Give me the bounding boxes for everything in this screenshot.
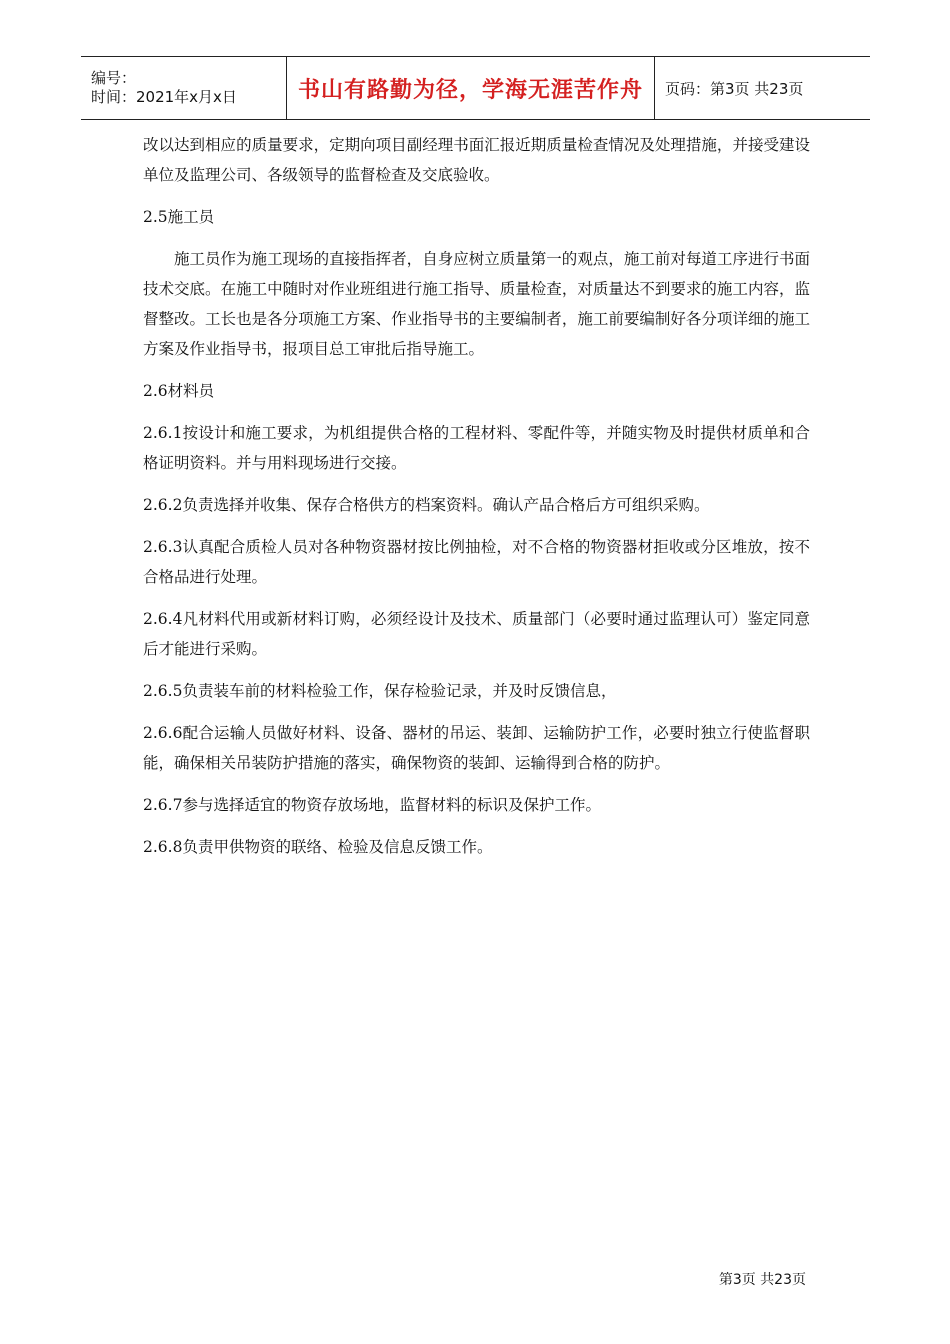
document-date-label: 时间：2021年x月x日 bbox=[91, 88, 237, 106]
document-number-label: 编号： bbox=[91, 69, 137, 87]
header-meta bbox=[81, 57, 286, 119]
section-heading: 2.5施工员 bbox=[143, 208, 215, 226]
list-item: 2.6.4凡材料代用或新材料订购，必须经设计及技术、质量部门（必要时通过监理认可）鉴定同意后才能进行采购。 bbox=[143, 610, 810, 658]
paragraph: 施工员作为施工现场的直接指挥者，自身应树立质量第一的观点，施工前对每道工序进行书面技术交底。在施工中随时对作业班组进行施工指导、质量检查，对质量达不到要求的施工内容，监督整改。工长也是各分项施工方案、作业指导书的主要编制者，施工前要编制好各分项详细的施工方案及作业指导书，报项目总工审批后指导施工。 bbox=[143, 250, 810, 358]
header-page-number: 页码：第3页 共23页 bbox=[665, 79, 804, 98]
section-heading: 2.6材料员 bbox=[143, 382, 215, 400]
list-item: 2.6.1按设计和施工要求，为机组提供合格的工程材料、零配件等，并随实物及时提供材质单和合格证明资料。并与用料现场进行交接。 bbox=[143, 424, 810, 472]
list-item: 2.6.6配合运输人员做好材料、设备、器材的吊运、装卸、运输防护工作，必要时独立行使监督职能，确保相关吊装防护措施的落实，确保物资的装卸、运输得到合格的防护。 bbox=[143, 724, 810, 772]
page-footer: 第3页 共23页 bbox=[718, 1272, 806, 1288]
list-item: 2.6.3认真配合质检人员对各种物资器材按比例抽检，对不合格的物资器材拒收或分区堆放，按不合格品进行处理。 bbox=[143, 538, 810, 586]
list-item: 2.6.5负责装车前的材料检验工作，保存检验记录，并及时反馈信息， bbox=[143, 682, 617, 700]
page-header bbox=[81, 56, 870, 120]
list-item: 2.6.8负责甲供物资的联络、检验及信息反馈工作。 bbox=[143, 838, 493, 856]
list-item: 2.6.2负责选择并收集、保存合格供方的档案资料。确认产品合格后方可组织采购。 bbox=[143, 496, 710, 514]
document-body bbox=[143, 130, 810, 874]
paragraph: 改以达到相应的质量要求，定期向项目副经理书面汇报近期质量检查情况及处理措施，并接受建设单位及监理公司、各级领导的监督检查及交底验收。 bbox=[143, 136, 810, 184]
header-motto: 书山有路勤为径，学海无涯苦作舟 bbox=[286, 57, 655, 119]
list-item: 2.6.7参与选择适宜的物资存放场地，监督材料的标识及保护工作。 bbox=[143, 796, 601, 814]
